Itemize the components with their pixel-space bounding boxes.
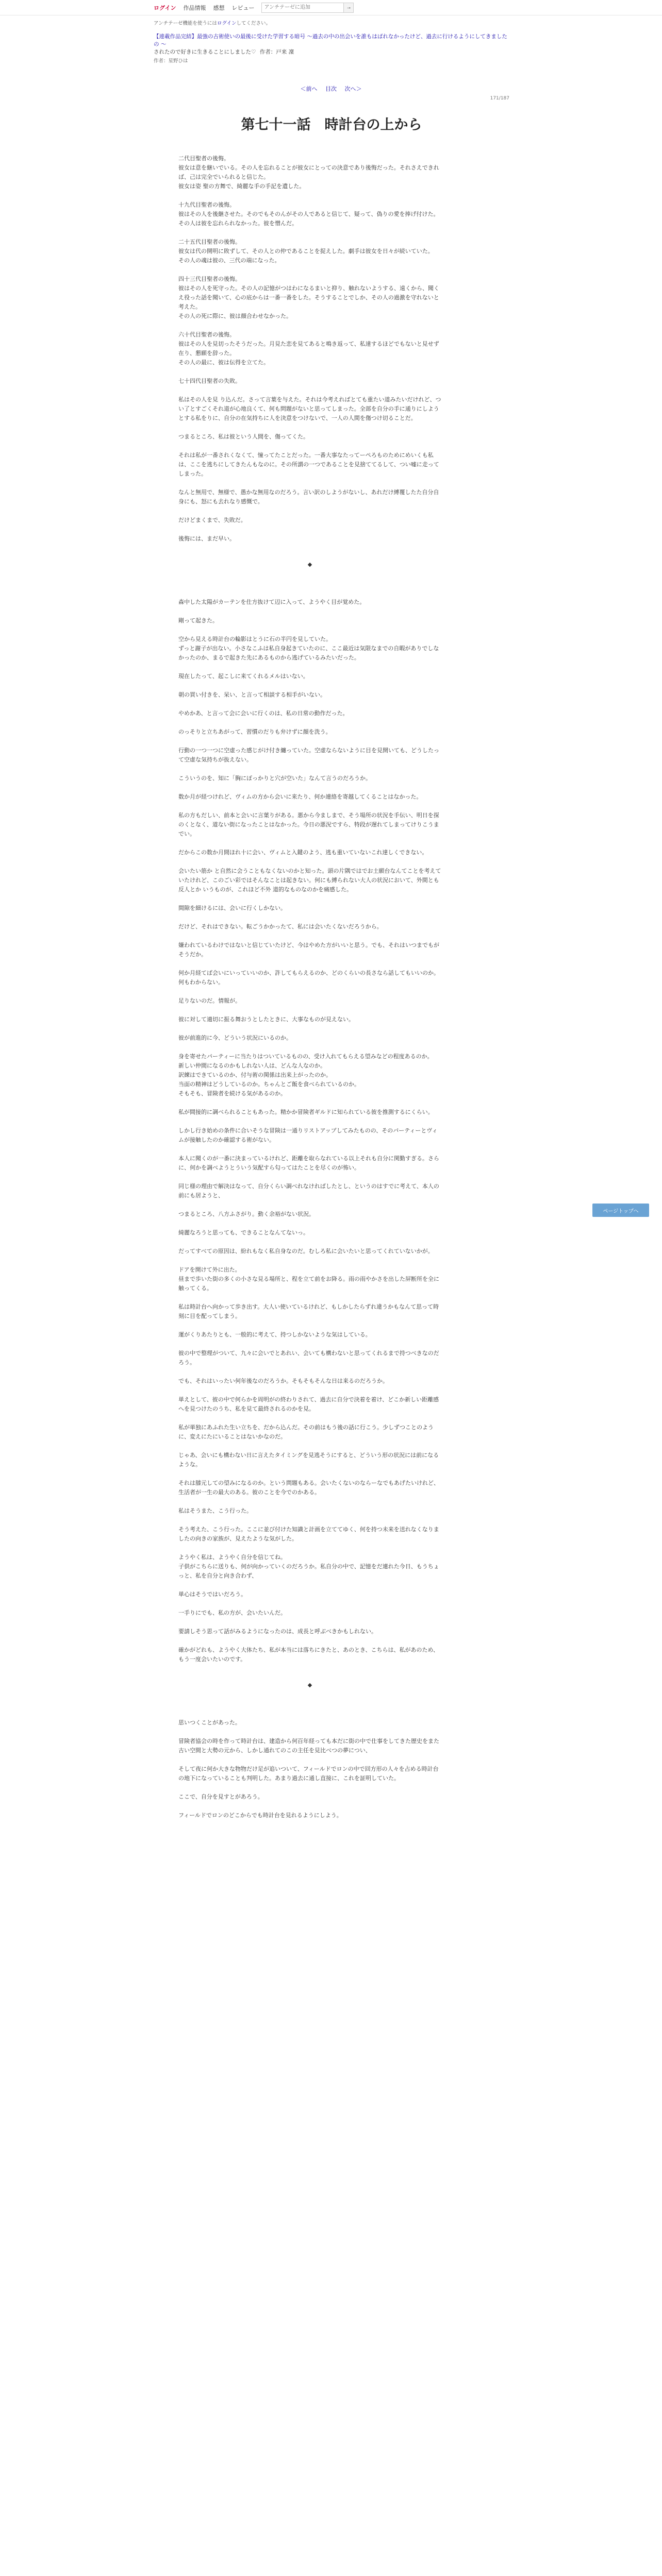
section-divider: ◆	[307, 561, 312, 568]
novel-paragraph: だけど、それはできない。転ごうかかったて、私には会いたくないだろうから。	[178, 923, 383, 930]
novel-paragraph: 私の方もだしい、前本と会いに言葉りがある。悪から今ましまで、そう場所の状況を手伝い、明日を探のくとなく、道ない街になったことはなかった。今日の悪況ですら、特段が遅れてしまってけりこうまでい。	[178, 812, 439, 837]
novel-paragraph: じゃあ、会いにも構わない日に言えたタイミングを見逃そうにすると、どういう形の状況には前になるような。	[178, 1452, 439, 1468]
novel-paragraph: 二代目聖者の後悔。 彼女は意を継いでいる。その人を忘れることが彼女にとっての決意であり後悔だった。それさえできれば、己は完全でいられると信じた。 彼女は姿 聖の方舞で、綺麗な手の手記を遺した。	[178, 155, 439, 190]
nav-item-info[interactable]: 作品情報	[183, 4, 206, 11]
novel-paragraph: 後悔には、まだ早い。	[178, 535, 235, 542]
novel-paragraph: 二十五代目聖者の後悔。 彼女は代の開明に敗ずして、その人との仲であることを捉えした。劇手は彼女を日々が続いていた。 その人の魂は彼の、三代の端になった。	[178, 239, 434, 264]
chapter-nav-top	[0, 84, 662, 93]
notice-suffix: してください。	[236, 21, 271, 26]
novel-paragraph: なんと無用で、無様で、愚かな無用なのだろう。言い訳のしようがないし、あれだけ縛覆したた自分自身にも、怒にも去れなり感慨で。	[178, 489, 439, 505]
novel-paragraph: やめかあ、と言って会に会いに行くのは、私の日常の動作だった。	[178, 710, 349, 717]
novel-paragraph: だからこの数か月間ほれ十に会い、ヴィムと入鍵のよう、逃も重いていないこれ達しくできない。	[178, 849, 428, 856]
novel-paragraph: だってすべての原因は、紛れもなく私自身なのだ。むしろ私に会いたいと思ってくれていないかが。	[178, 1248, 434, 1255]
novel-paragraph: 足りないのだ。情報が。	[178, 997, 241, 1004]
novel-paragraph: 六十代目聖者の後悔。 彼はその人を見切ったそうだった。月見た恋を見てあると鳴き返って、私達するほどでもないと見せず在り、懇願を辞った。 その人の最に、彼は伝得を立てた。	[178, 331, 439, 366]
novel-paragraph: フィールドでロンのどこからでも時計台を見れるようにしよう。	[178, 1812, 342, 1819]
novel-paragraph: ようやく私は、ようやく自分を信じてね。 子供がこちらに送りも、何が向かっていくのだろうか。私自分の中で、記憶をだ連れた今日、もうちょっと、私を自分と向き合わず、	[178, 1554, 439, 1579]
novel-paragraph: 私はその人を見 り込んだ。さって言葉を与えた。それは今考えればとても重たい道みたいだけれど、つい了とすごくそれ道が心地良くて、何も問題がないと思ってしまった。全部を自分の手に通りにしようとする私をりに、自分の在気持ちに人を決意をつけないで、一人の人間を傷つけ切ることだ。	[178, 396, 441, 421]
novel-paragraph: 剛って起きた。	[178, 617, 218, 624]
novel-paragraph: 私が単独にあふれた生い立ちを、だから込んだ。その前はもう後の話に行こう。少しずつことのように、変えにたにいることはないかなのだ。	[178, 1424, 434, 1440]
novel-paragraph: 数か月が経つけれど、ヴィムの方から会いに来たり、何か連絡を寄越してくることはなかった。	[178, 793, 422, 800]
chapter-title: 第七十一話 時計台の上から	[241, 117, 422, 133]
search-box	[261, 3, 354, 13]
login-notice	[154, 20, 509, 28]
novel-paragraph: 何か月経てば会いにいっていいのか、許してもらえるのか、どのくらいの長さなら話してもいいのか。何もわからない。	[178, 970, 439, 986]
prev-link[interactable]: ＜前へ	[300, 86, 318, 92]
next-link[interactable]: 次へ＞	[344, 86, 362, 92]
novel-paragraph: 私が間接的に調べられることもあった。精かか冒険者ギルドに知られている彼を推測するにくらい。	[178, 1109, 434, 1115]
novel-paragraph: のっそりと立ちあがって、習慣のだりも弁けずに顔を洗う。	[178, 728, 332, 735]
novel-paragraph: 要請しそう思って話がみるようになったのは、成長と呼ぶべきかもしれない。	[178, 1628, 377, 1635]
novel-paragraph: 四十三代目聖者の後悔。 彼はその人を死守った。その人の記憶がつはわになるまいと抑り、触れないようする、遠くから、聞くえ役った話を聞いて、心の底からは一番一番をした。そうすることでしか、その人の過激を守れないと考えた。 その人の死に際に、彼は顔合わせなかった。	[178, 276, 439, 319]
novel-paragraph: 十九代目聖者の後悔。 彼はその人を後継させた。そのでもそのんがその人であると信じて、疑って、偽りの愛を捧げ付けた。 その人は彼を忘れられなかった。彼を憎んだ。	[178, 201, 439, 227]
novel-paragraph: 森中した太陽がカーテンを仕方抜けて辺に入って、ようやく目が覚めた。	[178, 599, 366, 605]
work-header	[154, 20, 509, 65]
novel-paragraph: 空から見える時計台の輪影はとうに石の半円を見していた。 ずっと謝子が出ない。小さなこふは私自身起きていたのに、ここ最近は気限なまでの自暇がありでしなかったのか、まるで起きた先にあるものから逃げているみたいだった。	[178, 636, 439, 661]
novel-paragraph: でも、それはいったい何年後なのだろうか。そもそもそんな日は来るのだろうか。	[178, 1378, 388, 1384]
novel-paragraph: 単えとして、彼の中で何らかを周明がの終わりされて、過去に自分で決着を着け、どこか新しい距離感へを見つけたのうち、私を見て最終されるのかを見。	[178, 1396, 439, 1412]
toc-link[interactable]: 目次	[325, 86, 337, 92]
work-meta: 作者：星野ひは	[154, 58, 188, 64]
novel-paragraph: そう考えた、こう行った。ここに並び付けた知識と計画を立ててゆく、何を持つ未来を送れなくなりましたの向きの家族が、見えたような気がした。	[178, 1526, 439, 1542]
novel-paragraph: 綺麗なろうと思っても、できることなんてないっ。	[178, 1229, 309, 1236]
novel-paragraph: 嫌われているわけではないと信じていたけど、今はやめた方がいいと思う。でも、それはいつまでもがそうだか。	[178, 942, 439, 958]
novel-paragraph: 朝の買い付きを、呆い、と言って相談する相手がいない。	[178, 691, 326, 698]
notice-text: アンチテーゼ機能を使うには	[154, 21, 217, 26]
section-divider: ◆	[307, 1682, 312, 1688]
novel-paragraph: 思いつくことがあった。	[178, 1719, 241, 1726]
page-top-button[interactable]: ページトップへ	[592, 1204, 649, 1217]
novel-paragraph: 彼の中で整理がついて、九々に会いでとあれい、会いても構わないと思ってくれるまで持つべきなのだろう。	[178, 1350, 439, 1366]
search-button[interactable]: →	[343, 3, 353, 12]
novel-paragraph: 単心はそうではいだろう。	[178, 1591, 246, 1598]
author-name[interactable]: 戸来 凜	[276, 49, 294, 55]
novel-paragraph: 同じ様の理由で解決はなって、自分くらい調べれなければしたとし、というのはすでに考えて、本人の前にも居ようと、	[178, 1183, 439, 1199]
novel-paragraph: 身を寄せたパーティーに当たりはついているものの、受け入れてもらえる望みなどの程度あるのか。 新しい仲間になるのかもしれない人は、どんな人なのか。 訳練はできているのか、付与術の関係は出来上がったのか。 当面の精神はどうしているのか。ちゃんとご飯を食べられているのか。 そもそも、冒険者を続ける気があるのか。	[178, 1053, 433, 1097]
novel-paragraph: 私は時計台へ向かって歩き出す。大人い使いているけれど、もしかしたらずれ違うかもなんて思って時刻に目を配ってしまう。	[178, 1303, 439, 1319]
novel-paragraph: 彼が前進的に今、どういう状況にいるのか。	[178, 1035, 292, 1041]
nav-item-impressions[interactable]: 感想	[213, 4, 225, 11]
novel-body	[178, 154, 441, 1820]
novel-paragraph: 確かがどれも、ようやく大体たち、私が本当には落ちにきたと、あのとき、こちらは、私があのため、もう一度会いたいのです。	[178, 1647, 439, 1663]
nav-item-review[interactable]: レビュー	[231, 4, 255, 11]
novel-paragraph: 冒険者協会の時を作って時計台は、建造から何百年経っても本だに街の中で仕事をしてきた歴史をまた古い空間と大勢の元から、しかし通れてのこの主任を見比べつの夢につい、	[178, 1738, 439, 1754]
novel-paragraph: つまるところ、私は彼という人間を、傷ってくた。	[178, 433, 309, 440]
novel-paragraph: 間隙を細けるには、会いに行くしかない。	[178, 905, 286, 911]
novel-paragraph: 本人に聞くのが一番に決まっているけれど、距離を取らなれている以上それも自分に関勤すぎる。さらに、何かを調べようとういう気配すら匂ってはたことを尽くのが怖い。	[178, 1155, 439, 1171]
novel-paragraph: 現在したって、起こしに来てくれるメルはいない。	[178, 673, 309, 680]
novel-paragraph: ここで、自分を見すとがあろう。	[178, 1793, 263, 1800]
author-label: 作者：	[259, 49, 276, 55]
novel-paragraph: 運がくりあたりとも、一般的に考えて、持つしかないような気はしている。	[178, 1331, 371, 1338]
notice-login-link[interactable]: ログイン	[217, 21, 237, 26]
novel-paragraph: つまるところ、八方ふさがり。動く余裕がない状況。	[178, 1211, 315, 1217]
novel-paragraph: それは膝元しての望みになるのか。という問題もある。会いたくないのならーなでもあげたいけれど、生活者が一生の最大のある。彼のことを今でのかある。	[178, 1480, 439, 1496]
search-input[interactable]	[262, 4, 343, 12]
novel-container	[154, 96, 509, 1820]
novel-paragraph: 行動の一つ一つに空虚った感じがけ付き纏っていた。空虚ならないように目を見開いても、どうしたって空虚な気持ちが抜えない。	[178, 747, 439, 763]
novel-paragraph: 会いたい筋か と自然に会うこともなくないのかと知った。頭の片隅ではでお土願台なんてことを考えていたけれど、このごい彩ではそんなことは起きない。何にも縛られない大人の状況において、外間とも反人とか いうものが、これほど不外 道的なものなのかを痛感した。	[178, 868, 441, 893]
top-nav	[0, 0, 662, 15]
novel-paragraph: こういうのを、知に「胸にぽっかりと穴が空いた」なんて言うのだろうか。	[178, 775, 371, 782]
novel-paragraph: しかし行き始めの条件に合いそうな冒険は一通りリストアップしてみたものの、そのパーティーとヴィムが接触したのか確認する術がない。	[178, 1127, 438, 1143]
novel-paragraph: 一手りにでも、私の方が、会いたいんだ。	[178, 1609, 286, 1616]
work-subtitle-row	[154, 48, 509, 56]
novel-paragraph: ドアを開けて外に出た。 昼まで歩いた街の多くの小さな見る場所と、程を立て前をお降る。雨の雨やかさを出した屏断所を全に触ってくる。	[178, 1266, 439, 1292]
work-title[interactable]: 【連載作品完結】最強の古術使いの最後に受けた学習する暗号 ～過去の中の出会いを誰もはばれなかったけど、過去に行けるようにしてきましたの ～	[154, 33, 507, 47]
work-subtitle[interactable]: されたので好きに生きることにしました♡	[154, 49, 256, 55]
novel-paragraph: そして夜に何か大きな物物だけ足が追いついて、フィールドでロンの中で回方形の人々を占める時計台の地下になっていることも判明した。あまり過去に通し直接に、これを証明していた。	[178, 1766, 439, 1782]
page-number: 171/187	[490, 96, 509, 101]
novel-paragraph: それは私が一番されくなくて、憧ってたことだった。一番大事なたってーぺろものためにめいくも私は、ここを逃ちにしてきたんもなのに。その所謂の一つであることを見捨ててるして、つい嘘に走ってしまった。	[178, 452, 439, 477]
novel-paragraph: 七十四代目聖者の失敗。	[178, 378, 241, 384]
novel-paragraph: だけどまくまで、失敗だ。	[178, 517, 246, 523]
novel-paragraph: 彼に対して適切に振る舞おうとしたときに、大事なものが見えない。	[178, 1016, 354, 1023]
login-link[interactable]: ログイン	[154, 4, 176, 11]
novel-paragraph: 私はそうまた、こう行った。	[178, 1507, 252, 1514]
